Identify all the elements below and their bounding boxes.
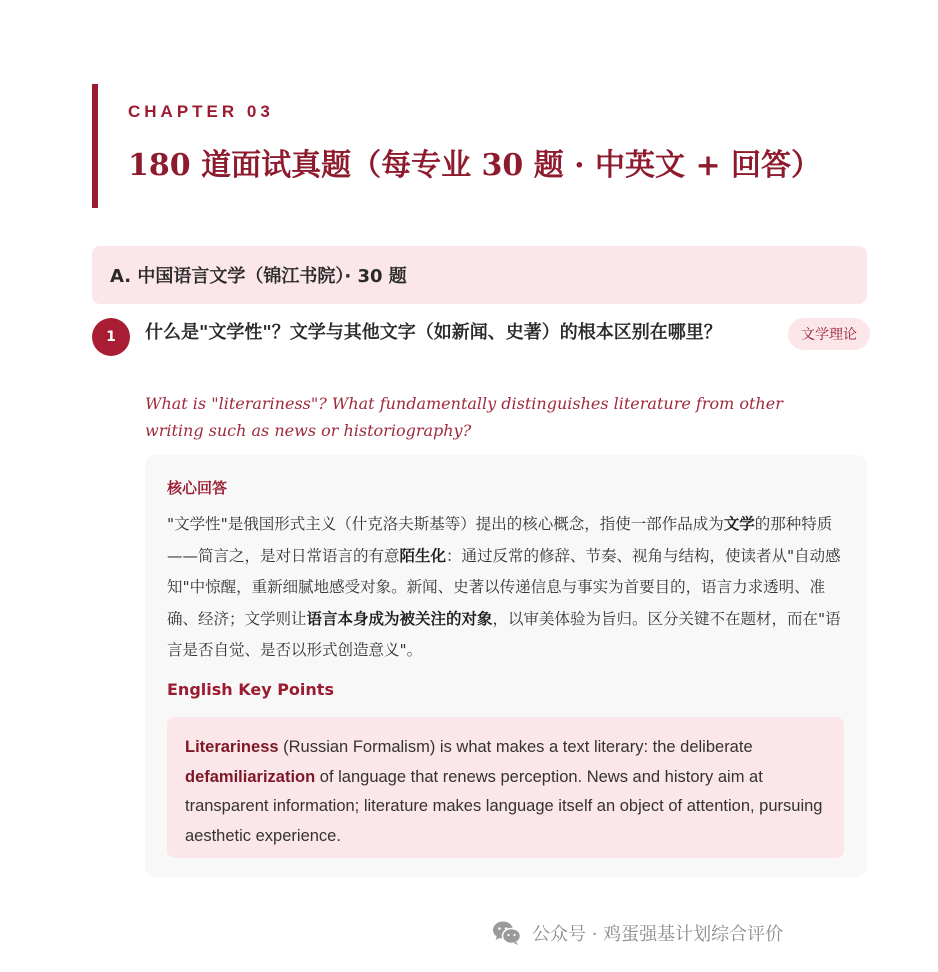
question-title-en: What is "literariness"? What fundamentally distinguishes literature from other writing such as news or historiography?: [145, 394, 783, 440]
chapter-title: 180 道面试真题（每专业 30 题 · 中英文 + 回答）: [128, 148, 822, 183]
section-title: A. 中国语言文学（锦江书院）· 30 题: [110, 266, 407, 287]
english-key-points-label: English Key Points: [167, 680, 334, 699]
core-answer-label: 核心回答: [167, 479, 228, 497]
core-text-segment: ：通过反常的修辞、节奏、视角与结构，使读者从"自动感知"中惊醒，重新细腻地感受对象。新闻、史著以传递信息与事实为首要目的，语言力求透明、准确、经济；文学则让: [167, 546, 841, 628]
core-text-segment: "文学性"是俄国形式主义（什克洛夫斯基等）提出的核心概念，指使一部作品成为: [167, 515, 724, 533]
en-text-segment: (Russian Formalism) is what makes a text literary: the deliberate: [278, 738, 753, 756]
section-header: [92, 246, 867, 304]
footer-watermark: [492, 916, 783, 950]
english-key-points-text: [185, 733, 826, 851]
chapter-header: [92, 84, 821, 208]
answer-card: [145, 455, 867, 877]
question-tag: 文学理论: [788, 318, 870, 350]
english-key-points-box: [167, 717, 844, 858]
question-title-zh: 什么是"文学性"？文学与其他文字（如新闻、史著）的根本区别在哪里？: [145, 322, 722, 343]
chapter-label: CHAPTER 03: [128, 102, 274, 121]
question-number-badge: 1: [92, 318, 130, 356]
core-text-segment: ，以审美体验为旨归。区分关键不在题材，而在"语言是否自觉、是否以形式创造意义"。: [167, 609, 841, 659]
en-text-emphasis: Literariness: [185, 738, 279, 756]
core-text-emphasis: 陌生化: [399, 546, 447, 565]
footer-text: 公众号 · 鸡蛋强基计划综合评价: [532, 924, 784, 945]
core-text-segment: 的那种特质——简言之，是对日常语言的有意: [167, 515, 833, 565]
core-text-emphasis: 语言本身成为被关注的对象: [306, 609, 493, 628]
en-text-segment: of language that renews perception. News and history aim at transparent information; literature makes language itself an object of attention, pursuing aesthetic experience.: [185, 767, 823, 845]
en-text-emphasis: defamiliarization: [185, 767, 316, 786]
core-text-emphasis: 文学: [723, 515, 755, 533]
core-answer-text: [167, 509, 849, 667]
wechat-icon: [492, 920, 522, 946]
